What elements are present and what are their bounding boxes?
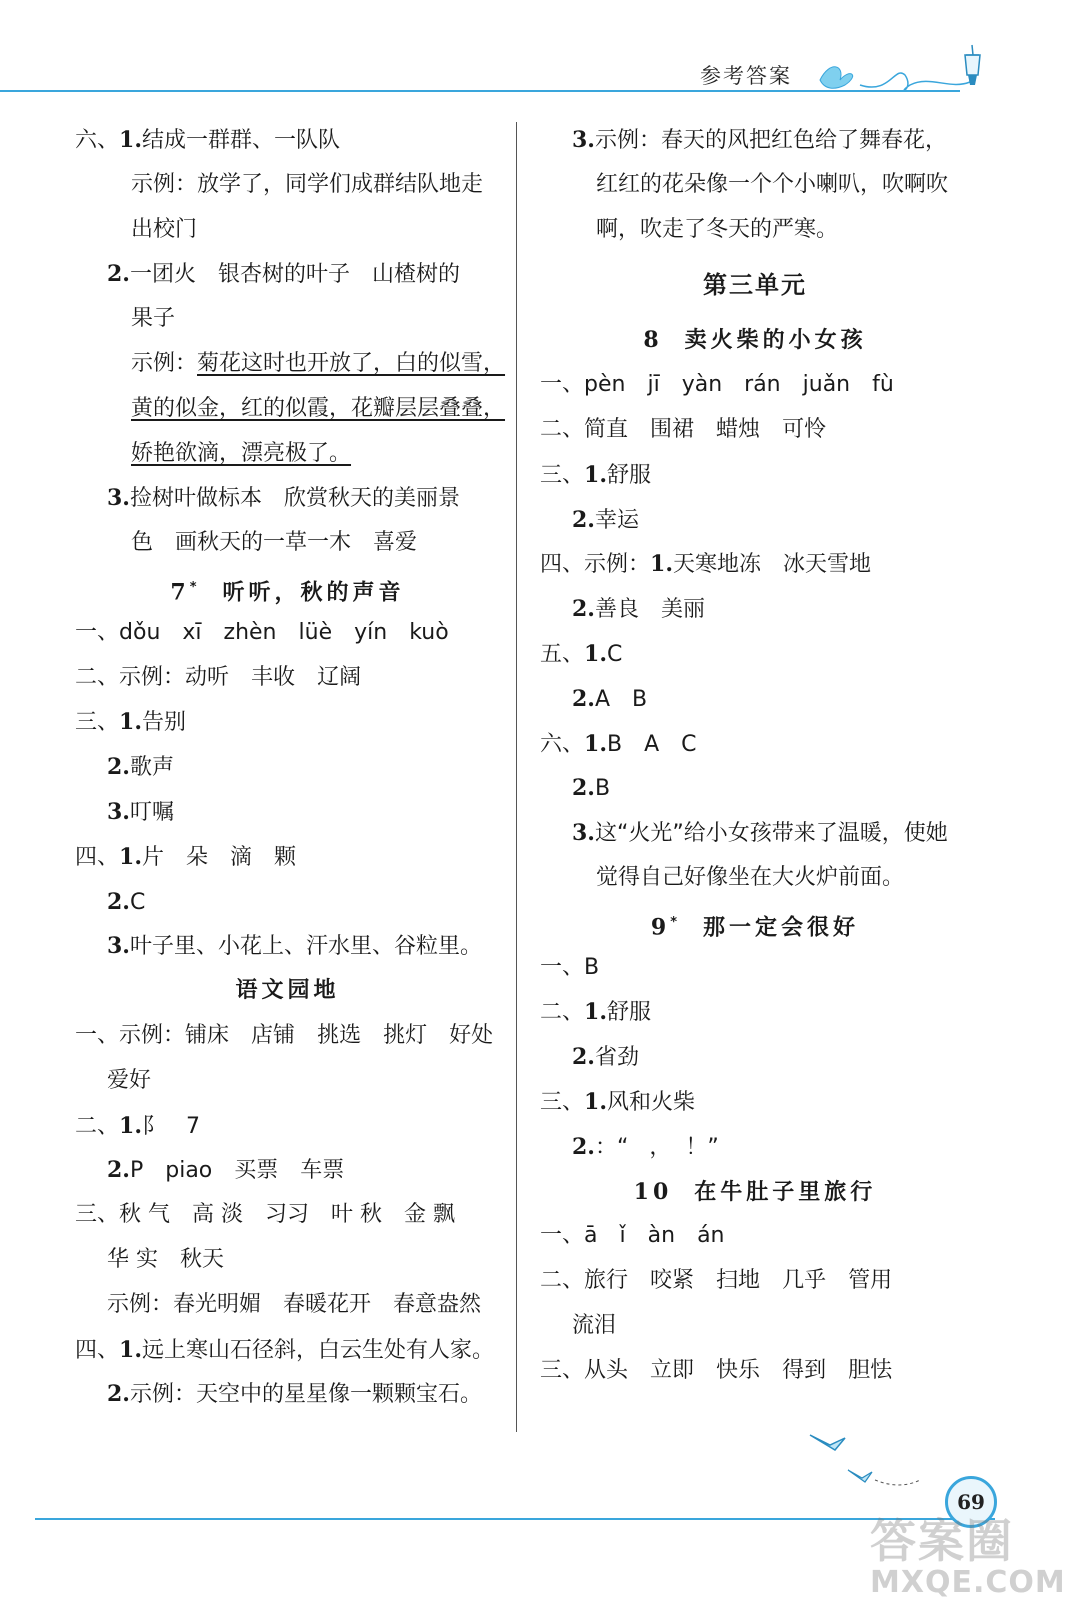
answer-line: 二、1.舒服 xyxy=(540,999,651,1026)
lesson-title: 10 在牛肚子里旅行 xyxy=(633,1178,877,1205)
page-header-title: 参考答案 xyxy=(700,64,792,88)
unit-title: 第三单元 xyxy=(703,271,807,300)
column-divider xyxy=(516,122,517,1432)
watermark-url: MXQE.COM xyxy=(870,1565,1066,1600)
answer-line: 四、示例：1.天寒地冻 冰天雪地 xyxy=(540,551,872,578)
answer-line: 2.：“ ， ！” xyxy=(572,1133,719,1160)
answer-line: 六、1.结成一群群、一队队 xyxy=(75,127,340,153)
answer-line: 娇艳欲滴，漂亮极了。 xyxy=(131,440,352,466)
watermark-logo xyxy=(870,1505,1070,1600)
answer-line: 流泪 xyxy=(572,1312,617,1338)
answer-line: 2.P piao 买票 车票 xyxy=(107,1157,345,1184)
answer-line: 二、1.阝 7 xyxy=(75,1112,200,1139)
answer-line: 爱好 xyxy=(107,1067,152,1093)
right-column xyxy=(540,118,970,1394)
answer-line: 2.幸运 xyxy=(572,506,639,533)
answer-line: 示例：放学了，同学们成群结队地走 xyxy=(131,171,484,197)
lesson-title: 8 卖火柴的小女孩 xyxy=(643,327,867,354)
watermark-text: 答案圈 xyxy=(870,1514,1014,1568)
answer-line: 一、ā ǐ àn án xyxy=(540,1223,725,1249)
answer-line: 三、1.告别 xyxy=(75,709,186,736)
answer-line: 2.A B xyxy=(572,685,648,712)
lesson-title: 9* 那一定会很好 xyxy=(650,914,860,941)
answer-line: 一、dǒu xī zhèn lüè yín kuò xyxy=(75,619,449,645)
answer-line: 三、从头 立即 快乐 得到 胆怯 xyxy=(540,1357,893,1383)
answer-line: 2.省劲 xyxy=(572,1044,639,1071)
answer-line: 红红的花朵像一个个小喇叭，吹啊吹 xyxy=(596,171,949,197)
footer-rule xyxy=(35,1518,995,1520)
answer-line: 2.一团火 银杏树的叶子 山楂树的 xyxy=(107,261,461,288)
answer-line: 一、B xyxy=(540,954,600,980)
answer-line: 出校门 xyxy=(131,216,198,242)
answer-line: 六、1.B A C xyxy=(540,730,697,757)
answer-line: 华 实 秋天 xyxy=(107,1246,225,1272)
answer-line: 三、1.舒服 xyxy=(540,461,651,488)
answer-line: 2.示例：天空中的星星像一颗颗宝石。 xyxy=(107,1381,482,1408)
answer-line: 果子 xyxy=(131,306,176,332)
page-number: 69 xyxy=(945,1476,997,1528)
answer-line: 3.这“火光”给小女孩带来了温暖，使她 xyxy=(572,820,948,847)
answer-line: 3.捡树叶做标本 欣赏秋天的美丽景 xyxy=(107,485,460,512)
answer-line: 2.C xyxy=(107,888,146,915)
left-column xyxy=(75,118,506,1417)
answer-line: 3.示例：春天的风把红色给了舞春花， xyxy=(572,127,947,153)
answer-line: 二、旅行 咬紧 扫地 几乎 管用 xyxy=(540,1268,893,1294)
answer-line: 啊，吹走了冬天的严寒。 xyxy=(596,216,839,242)
answer-line: 觉得自己好像坐在大火炉前面。 xyxy=(596,864,905,890)
answer-line: 二、简直 围裙 蜡烛 可怜 xyxy=(540,416,827,442)
answer-line: 2.歌声 xyxy=(107,754,174,781)
answer-line: 2.B xyxy=(572,775,611,802)
answer-line: 三、秋 气 高 淡 习习 叶 秋 金 飘 xyxy=(75,1202,456,1228)
answer-line: 一、pèn jī yàn rán juǎn fù xyxy=(540,372,894,398)
answer-line: 三、1.风和火柴 xyxy=(540,1088,695,1115)
answer-line: 四、1.片 朵 滴 颗 xyxy=(75,843,297,870)
bird-decoration-icon xyxy=(800,1420,960,1500)
answer-line: 3.叮嘱 xyxy=(107,798,174,825)
answer-line: 3.叶子里、小花上、汗水里、谷粒里。 xyxy=(107,933,482,960)
section-title: 语文园地 xyxy=(235,978,340,1004)
answer-line: 黄的似金，红的似霞，花瓣层层叠叠， xyxy=(131,395,506,421)
answer-line: 四、1.远上寒山石径斜，白云生处有人家。 xyxy=(75,1336,494,1363)
answer-line: 五、1.C xyxy=(540,640,623,667)
answer-line: 一、示例：铺床 店铺 挑选 挑灯 好处 xyxy=(75,1022,494,1048)
answer-line: 色 画秋天的一草一木 喜爱 xyxy=(131,530,418,556)
butterfly-lamp-decoration-icon xyxy=(800,40,1000,100)
lesson-title: 7* 听听，秋的声音 xyxy=(170,579,405,606)
answer-line: 2.善良 美丽 xyxy=(572,596,705,623)
answer-line: 二、示例：动听 丰收 辽阔 xyxy=(75,664,362,690)
answer-line: 示例：春光明媚 春暖花开 春意盎然 xyxy=(107,1291,482,1317)
answer-line: 示例：菊花这时也开放了，白的似雪， xyxy=(131,350,506,376)
